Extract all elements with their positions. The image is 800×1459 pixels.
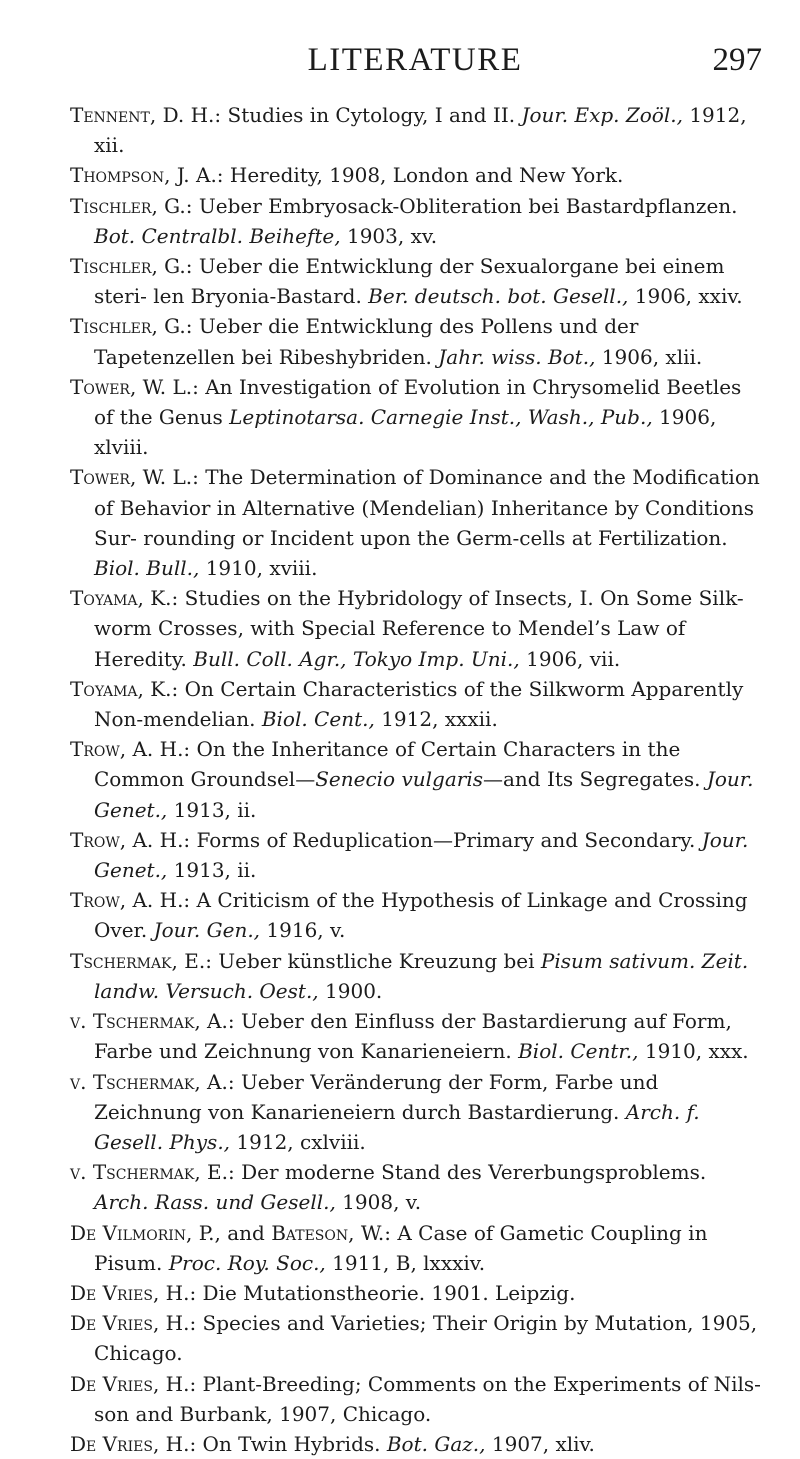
reference-text: 1912, xxxii. [374, 707, 498, 732]
reference-author: De Vries, H. [70, 1280, 190, 1305]
reference-author: v. Tschermak, A. [70, 1069, 228, 1094]
reference-entry [70, 1067, 764, 1158]
reference-entry [70, 885, 764, 945]
reference-author: Tower, W. L. [70, 374, 193, 399]
reference-text: : The Determination of Dominance and the Modification of Behavior in Alternative (Mendelian) Inheritance by Conditions Sur- rounding or Incident upon the Germ-cells at Fertilization. [94, 465, 760, 550]
reference-text: , and [214, 1220, 272, 1245]
reference-italic-text: Bot. Centralbl. Beihefte, [94, 223, 341, 248]
reference-entry [70, 1429, 764, 1459]
reference-text: : Studies on the Hybridology of Insects, I. On Some Silk- worm Crosses, with Special Reference to Mendel’s Law of Heredity. [94, 586, 744, 671]
reference-entry [70, 674, 764, 734]
reference-italic-text: Arch. Rass. und Gesell., [94, 1190, 336, 1215]
reference-entry [70, 583, 764, 674]
reference-text: : Die Mutationstheorie. 1901. Leipzig. [189, 1280, 576, 1305]
reference-author: Trow, A. H. [70, 737, 184, 762]
reference-entry [70, 1369, 764, 1429]
reference-text: : An Investigation of Evolution in Chrysomelid Beetles of the Genus [94, 374, 742, 430]
reference-entry [70, 100, 764, 160]
reference-author: Bateson, W. [271, 1220, 385, 1245]
reference-entry [70, 311, 764, 371]
reference-text: 1907, xliv. [485, 1431, 595, 1456]
reference-author: De Vries, H. [70, 1311, 190, 1336]
reference-author: Tower, W. L. [70, 465, 193, 490]
reference-text: 1916, v. [260, 918, 346, 943]
reference-text: 1913, ii. [167, 797, 257, 822]
reference-text: : Ueber Veränderung der Form, Farbe und Zeichnung von Kanarieneiern durch Bastardierung. [94, 1069, 659, 1124]
reference-entry [70, 1278, 764, 1308]
reference-entry [70, 1157, 764, 1217]
reference-italic-text: Biol. Centr., [518, 1039, 639, 1064]
reference-list [70, 100, 764, 1459]
reference-text: 1908, v. [335, 1190, 422, 1215]
reference-text: 1910, xxx. [638, 1039, 749, 1064]
reference-author: Tschermak, E. [70, 948, 206, 973]
reference-entry [70, 1218, 764, 1278]
page-header [60, 42, 770, 92]
reference-text: : Ueber künstliche Kreuzung bei [205, 948, 541, 973]
reference-entry [70, 946, 764, 1006]
reference-text: 1906, xlviii. [94, 405, 717, 460]
reference-author: Toyama, K. [70, 586, 172, 611]
reference-italic-text: Jour. Exp. Zoöl., [521, 103, 683, 127]
reference-text: : Species and Varieties; Their Origin by Mutation, 1905, Chicago. [94, 1311, 758, 1366]
reference-author: Tennent, D. H. [70, 103, 215, 127]
reference-italic-text: Ber. deutsch. bot. Gesell., [368, 284, 629, 309]
reference-text: : A Case of Gametic Coupling in Pisum. [94, 1220, 708, 1275]
reference-text: 1912, xii. [94, 103, 747, 158]
reference-author: De Vries, H. [70, 1431, 190, 1456]
reference-entry [70, 191, 764, 251]
reference-italic-text: Senecio vulgaris [315, 767, 483, 792]
reference-entry [70, 160, 764, 190]
reference-author: Toyama, K. [70, 676, 172, 701]
reference-text: 1911, B, lxxxiv. [325, 1250, 486, 1275]
reference-author: Thompson, J. A. [70, 163, 217, 188]
reference-text: : Studies in Cytology, I and II. [214, 103, 522, 127]
reference-entry [70, 372, 764, 463]
reference-italic-text: Jahr. wiss. Bot., [438, 344, 596, 369]
reference-italic-text: Jour. Gen., [153, 918, 261, 943]
reference-italic-text: Arch. f. Gesell. Phys., [94, 1099, 700, 1154]
reference-text: : On Twin Hybrids. [189, 1431, 387, 1456]
reference-author: De Vilmorin, P. [70, 1220, 215, 1245]
reference-italic-text: Proc. Roy. Soc., [168, 1250, 326, 1275]
reference-author: Tischler, G. [70, 314, 186, 339]
running-title: LITERATURE [307, 42, 523, 78]
reference-author: Trow, A. H. [70, 888, 184, 913]
reference-text: : Ueber die Entwicklung der Sexualorgane bei einem steri- len Bryonia-Bastard. [94, 254, 725, 309]
reference-author: Tischler, G. [70, 254, 186, 279]
reference-entry [70, 1006, 764, 1066]
reference-text: —and Its Segregates. [482, 767, 707, 792]
reference-italic-text: Pisum sativum. Zeit. landw. Versuch. Oest., [94, 948, 749, 1003]
reference-text: 1906, vii. [519, 646, 621, 671]
reference-italic-text: Bull. Coll. Agr., Tokyo Imp. Uni., [193, 646, 520, 671]
reference-text: 1906, xlii. [595, 344, 703, 369]
reference-italic-text: Jour. Genet., [94, 767, 754, 822]
reference-entry [70, 251, 764, 311]
reference-text: : Plant-Breeding; Comments on the Experiments of Nils- son and Burbank, 1907, Chicago. [94, 1371, 761, 1426]
reference-text: : Ueber den Einfluss der Bastardierung auf Form, Farbe und Zeichnung von Kanarieneiern. [94, 1009, 732, 1064]
reference-text: 1913, ii. [167, 858, 257, 883]
reference-entry [70, 462, 764, 583]
reference-author: v. Tschermak, E. [70, 1160, 229, 1185]
reference-text: : On Certain Characteristics of the Silkworm Apparently Non-mendelian. [94, 676, 744, 732]
reference-text: : Ueber Embryosack-Obliteration bei Bastardpflanzen. [185, 193, 738, 218]
reference-author: v. Tschermak, A. [70, 1009, 228, 1034]
reference-text: : A Criticism of the Hypothesis of Linkage and Crossing Over. [94, 888, 748, 943]
reference-italic-text: Biol. Bull., [94, 556, 200, 581]
reference-text: 1912, cxlviii. [230, 1129, 366, 1154]
reference-text: 1900. [318, 978, 383, 1003]
reference-author: De Vries, H. [70, 1371, 190, 1396]
reference-italic-text: Bot. Gaz., [386, 1431, 486, 1456]
reference-entry [70, 734, 764, 825]
reference-author: Tischler, G. [70, 193, 186, 218]
reference-text: : Forms of Reduplication—Primary and Secondary. [183, 827, 702, 852]
reference-italic-text: Jour. Genet., [94, 827, 749, 883]
reference-text: 1906, xxiv. [628, 284, 743, 309]
reference-text: 1903, xv. [340, 223, 438, 248]
reference-italic-text: Biol. Cent., [261, 707, 375, 732]
reference-entry [70, 825, 764, 885]
reference-italic-text: Leptinotarsa. Carnegie Inst., Wash., Pub., [229, 405, 653, 430]
page-number: 297 [712, 42, 762, 78]
reference-text: : Der moderne Stand des Vererbungsproblems. [228, 1160, 707, 1185]
reference-entry [70, 1308, 764, 1368]
reference-text: 1910, xviii. [199, 556, 318, 581]
reference-author: Trow, A. H. [70, 827, 184, 852]
reference-text: : Heredity, 1908, London and New York. [216, 163, 624, 188]
reference-text: : On the Inheritance of Certain Characters in the Common Groundsel— [94, 737, 681, 792]
reference-text: : Ueber die Entwicklung des Pollens und der Tapetenzellen bei Ribeshybriden. [94, 314, 639, 369]
